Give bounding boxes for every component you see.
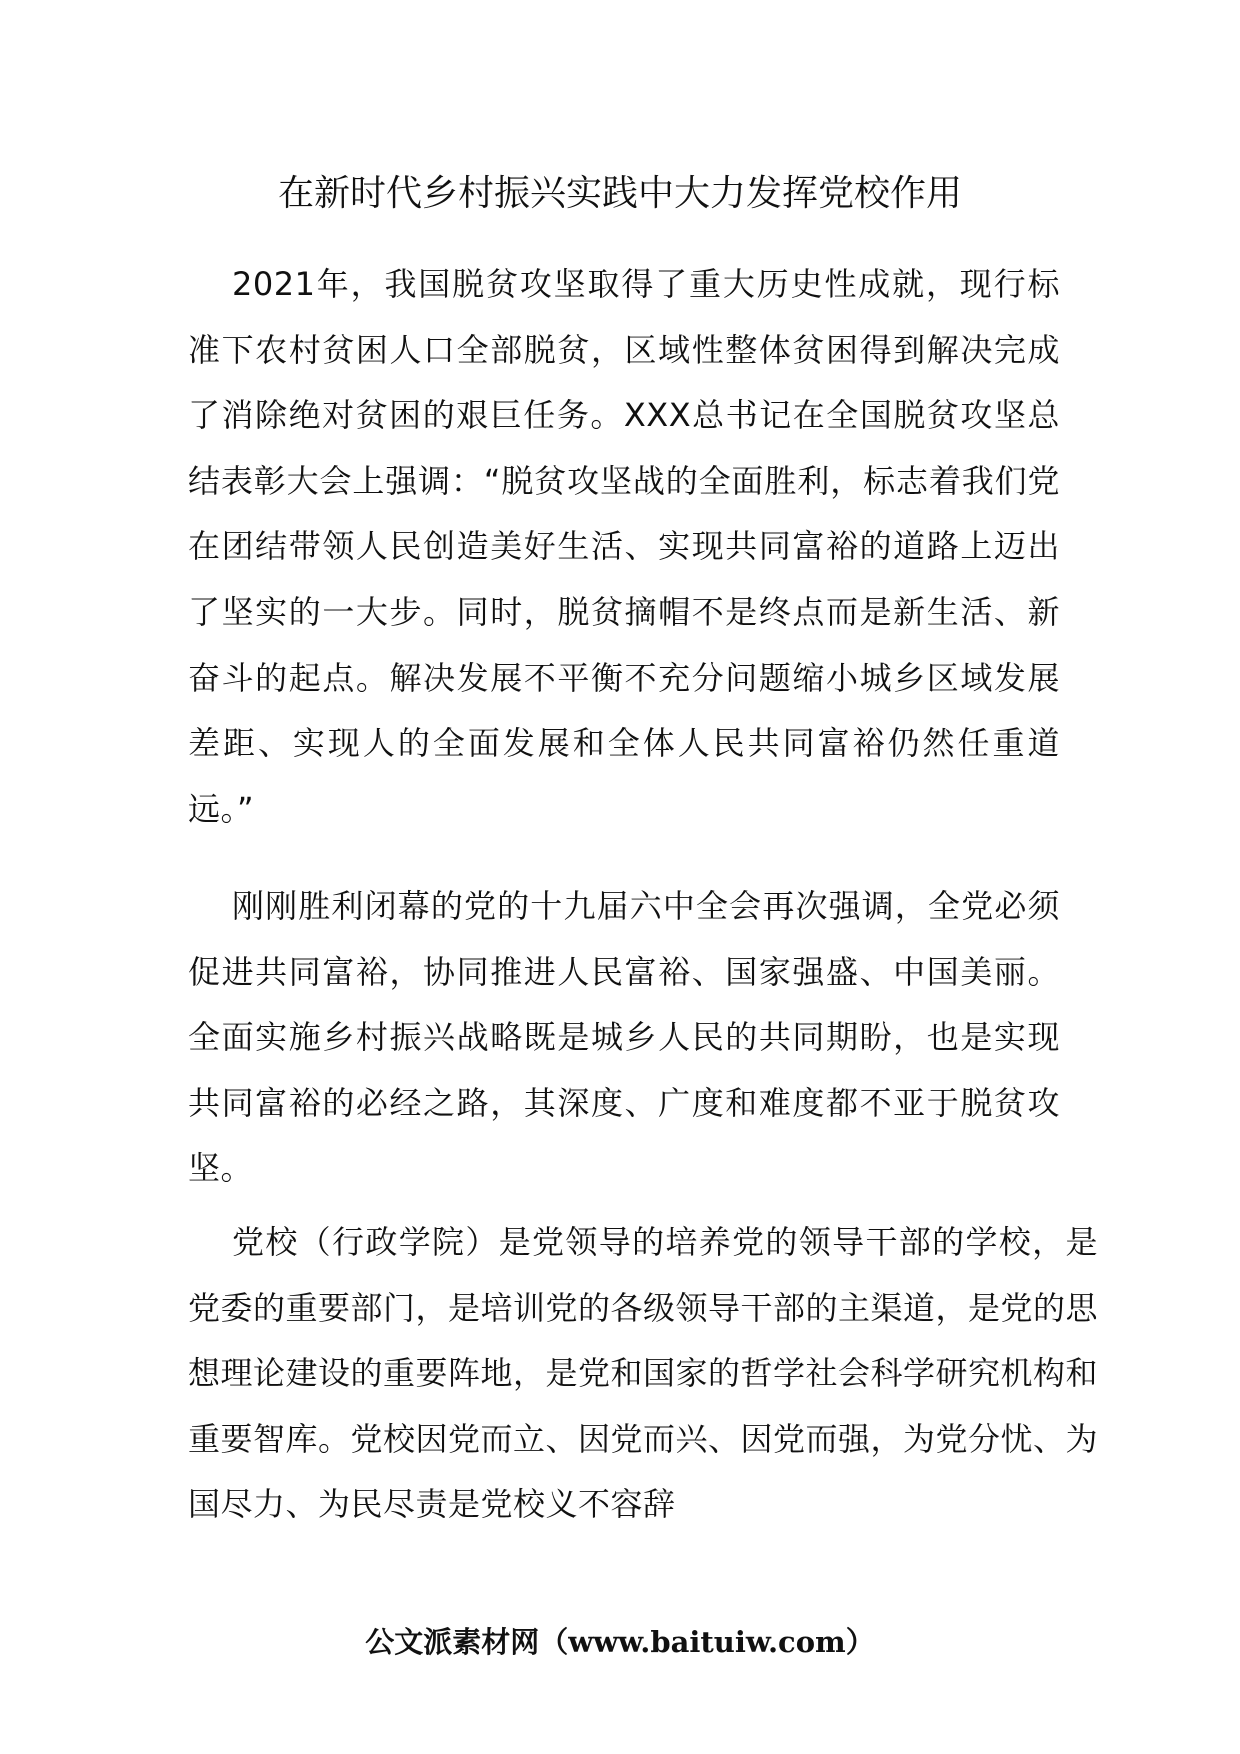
paragraph-2: 刚刚胜利闭幕的党的十九届六中全会再次强调，全党必须促进共同富裕，协同推进人民富裕、国家强盛、中国美丽。全面实施乡村振兴战略既是城乡人民的共同期盼，也是实现共同富裕的必经之路，其深度、广度和难度都不亚于脱贫攻坚。 <box>188 887 1060 1188</box>
paragraph-3: 党校（行政学院）是党领导的培养党的领导干部的学校，是党委的重要部门，是培训党的各级领导干部的主渠道，是党的思想理论建设的重要阵地，是党和国家的哲学社会科学研究机构和重要智库。党校因党而立、因党而兴、因党而强，为党分忧、为国尽力、为民尽责是党校义不容辞 <box>188 1223 1098 1524</box>
document-title: 在新时代乡村振兴实践中大力发挥党校作用 <box>277 173 962 214</box>
paragraph-3-block <box>188 1210 1098 1546</box>
paragraph-1: 2021年，我国脱贫攻坚取得了重大历史性成就，现行标准下农村贫困人口全部脱贫，区域性整体贫困得到解决完成了消除绝对贫困的艰巨任务。XXX总书记在全国脱贫攻坚总结表彰大会上强调：“脱贫攻坚战的全面胜利，标志着我们党在团结带领人民创造美好生活、实现共同富裕的道路上迈出了坚实的一大步。同时，脱贫摘帽不是终点而是新生活、新奋斗的起点。解决发展不平衡不充分问题缩小城乡区域发展差距、实现人的全面发展和全体人民共同富裕仍然任重道远。” <box>188 265 1060 828</box>
footer-watermark: 公文派素材网（www.baituiw.com） <box>365 1625 875 1659</box>
paragraph-2-block <box>188 874 1060 1202</box>
paragraph-1-block <box>188 252 1060 842</box>
